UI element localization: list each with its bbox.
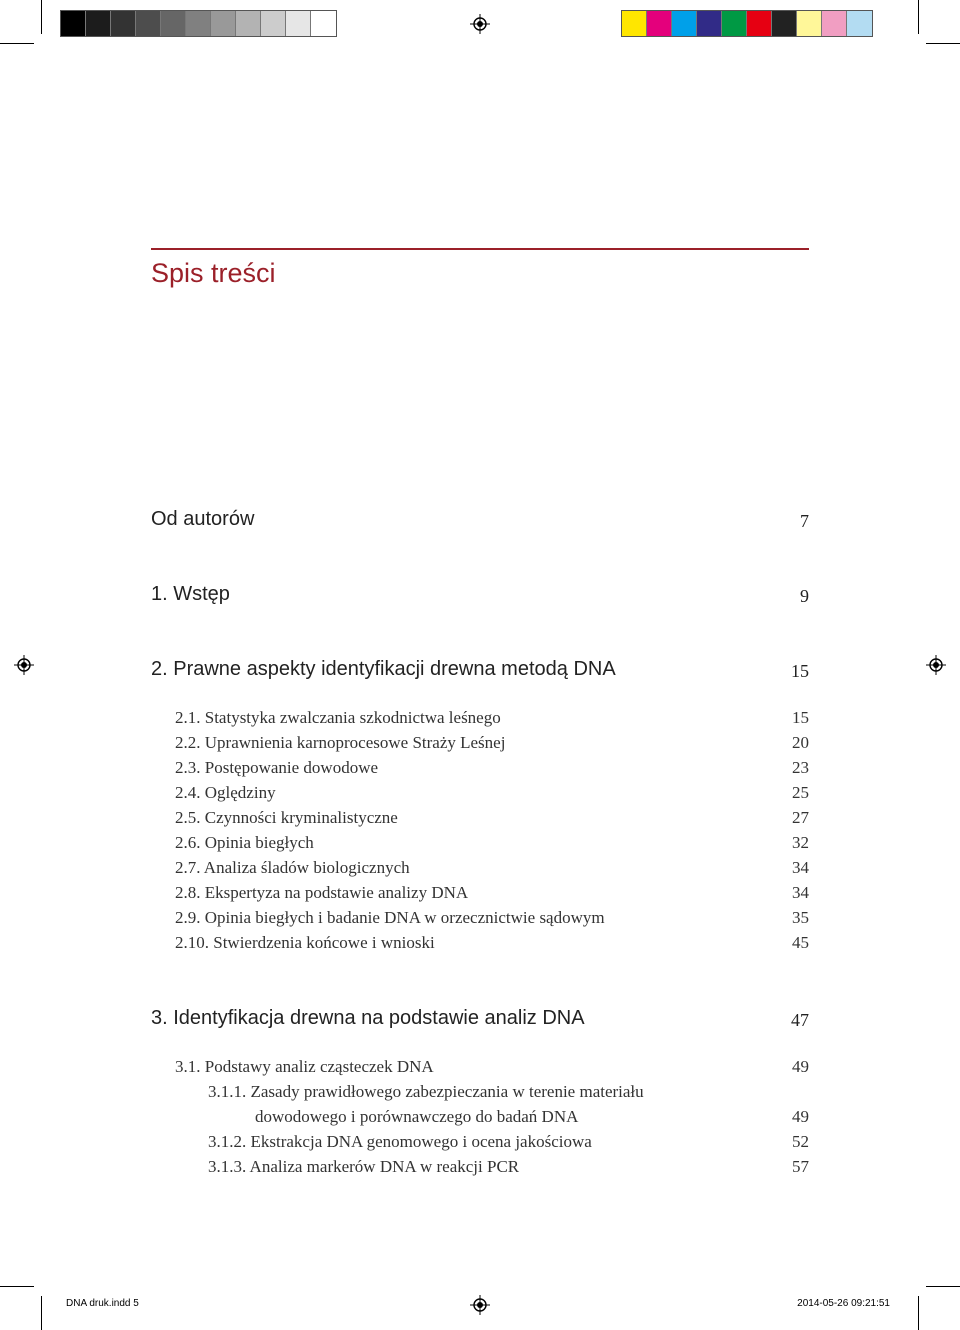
toc-entry-label: 2.2. Uprawnienia karnoprocesowe Straży Leśnej [175,733,506,752]
color-swatch [111,11,136,36]
toc-section-entry[interactable] [0,1082,960,1108]
toc-entry-label: 2.8. Ekspertyza na podstawie analizy DNA [175,883,469,902]
color-swatch [311,11,336,36]
slug-date: 2014-05-26 09:21:51 [797,1298,890,1309]
title-rule [151,248,809,250]
toc-entry-page-number: 9 [800,586,809,606]
toc-section-entry[interactable] [0,1057,960,1083]
grayscale-color-bar [60,10,337,37]
toc-section-entry[interactable] [0,908,960,934]
toc-entry-label: 3.1.3. Analiza markerów DNA w reakcji PCR [208,1157,520,1176]
color-swatch [747,11,772,36]
toc-chapter-entry[interactable] [0,583,960,609]
crop-mark [918,1296,919,1330]
toc-entry-page-number: 34 [792,858,809,877]
toc-entry-page-number: 47 [791,1010,809,1030]
toc-chapter-entry[interactable] [0,508,960,534]
registration-mark-icon [470,14,490,34]
slug-file: DNA druk.indd 5 [66,1298,139,1309]
toc-section-entry[interactable] [0,1132,960,1158]
toc-entry-page-number: 35 [792,908,809,927]
toc-section-entry[interactable] [0,758,960,784]
toc-entry-label: 1. Wstęp [151,583,230,605]
color-swatch [622,11,647,36]
toc-entry-label: 3. Identyfikacja drewna na podstawie analiz DNA [151,1007,585,1029]
toc-section-entry[interactable] [0,808,960,834]
color-swatch [211,11,236,36]
color-swatch [61,11,86,36]
crop-mark [41,1296,42,1330]
crop-mark [0,43,34,44]
toc-entry-label: 3.1.1. Zasady prawidłowego zabezpieczania w terenie materiału [208,1082,644,1101]
toc-entry-page-number: 57 [792,1157,809,1176]
toc-section-entry[interactable] [0,933,960,959]
toc-entry-page-number: 32 [792,833,809,852]
crop-mark [0,1286,34,1287]
toc-entry-page-number: 45 [792,933,809,952]
toc-section-entry[interactable] [0,733,960,759]
registration-mark-icon [470,1295,490,1315]
crop-mark [918,0,919,34]
color-swatch [236,11,261,36]
color-swatch [261,11,286,36]
toc-entry-page-number: 7 [800,511,809,531]
crop-mark [41,0,42,34]
toc-entry-page-number: 20 [792,733,809,752]
toc-entry-label: 3.1. Podstawy analiz cząsteczek DNA [175,1057,434,1076]
crop-mark [926,1286,960,1287]
crop-mark [926,43,960,44]
color-swatch [186,11,211,36]
color-swatch [647,11,672,36]
toc-chapter-entry[interactable] [0,658,960,684]
color-swatch [136,11,161,36]
toc-entry-label: 2.1. Statystyka zwalczania szkodnictwa leśnego [175,708,501,727]
toc-entry-label: 2.5. Czynności kryminalistyczne [175,808,398,827]
toc-section-entry[interactable] [0,883,960,909]
toc-chapter-entry[interactable] [0,1007,960,1033]
toc-section-entry[interactable] [0,833,960,859]
toc-entry-page-number: 15 [792,708,809,727]
color-swatch [797,11,822,36]
toc-entry-label: 2. Prawne aspekty identyfikacji drewna metodą DNA [151,658,616,680]
toc-entry-page-number: 25 [792,783,809,802]
toc-entry-label: 2.7. Analiza śladów biologicznych [175,858,410,877]
toc-entry-label: 2.6. Opinia biegłych [175,833,314,852]
toc-entry-page-number: 34 [792,883,809,902]
toc-entry-label: 2.4. Oględziny [175,783,276,802]
toc-entry-label: 2.10. Stwierdzenia końcowe i wnioski [175,933,435,952]
toc-entry-page-number: 23 [792,758,809,777]
toc-entry-page-number: 49 [792,1057,809,1076]
toc-entry-label: 3.1.2. Ekstrakcja DNA genomowego i ocena jakościowa [208,1132,592,1151]
color-swatch [697,11,722,36]
color-swatch [822,11,847,36]
process-color-bar [621,10,873,37]
toc-entry-label: Od autorów [151,508,255,530]
color-swatch [772,11,797,36]
toc-entry-page-number: 27 [792,808,809,827]
toc-entry-page-number: 15 [791,661,809,681]
toc-entry-label: dowodowego i porównawczego do badań DNA [255,1107,579,1126]
toc-section-entry[interactable] [0,858,960,884]
toc-entry-label: 2.9. Opinia biegłych i badanie DNA w orzecznictwie sądowym [175,908,605,927]
color-swatch [286,11,311,36]
toc-entry-page-number: 52 [792,1132,809,1151]
color-swatch [672,11,697,36]
toc-section-entry[interactable] [0,708,960,734]
color-swatch [86,11,111,36]
toc-section-entry[interactable] [0,783,960,809]
toc-section-entry[interactable] [0,1107,960,1133]
toc-section-entry[interactable] [0,1157,960,1183]
color-swatch [722,11,747,36]
toc-entry-label: 2.3. Postępowanie dowodowe [175,758,379,777]
page-title: Spis treści [151,258,276,288]
color-swatch [161,11,186,36]
color-swatch [847,11,872,36]
toc-entry-page-number: 49 [792,1107,809,1126]
